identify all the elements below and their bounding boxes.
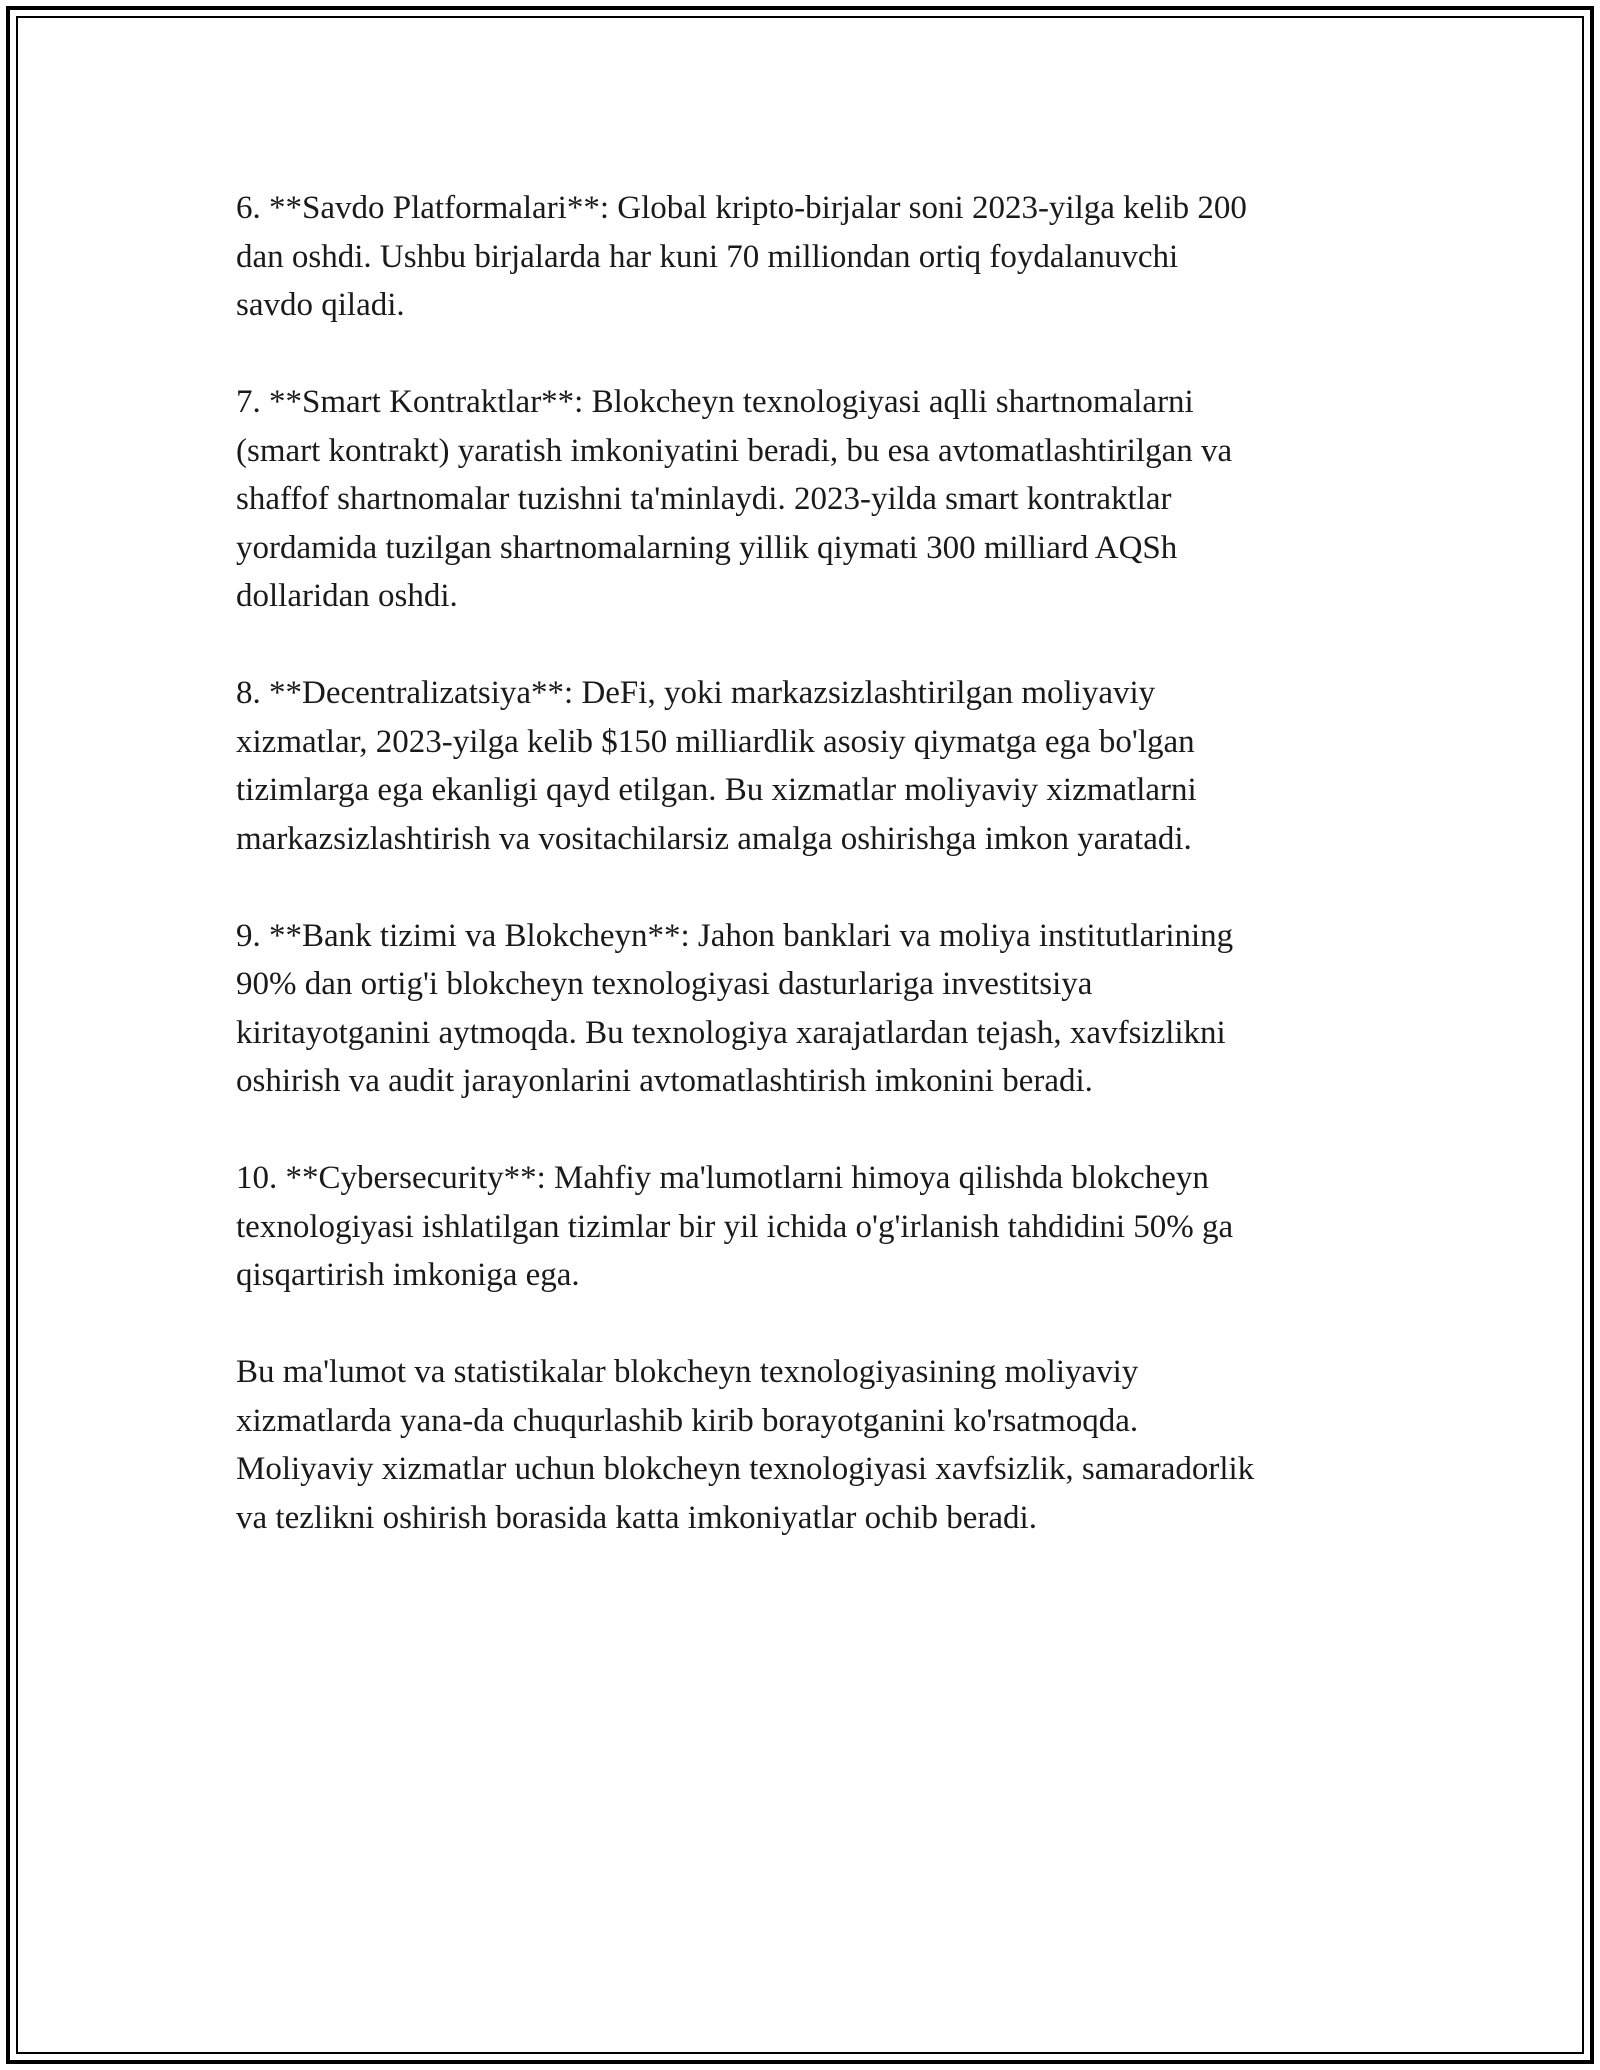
paragraph-conclusion: Bu ma'lumot va statistikalar blokcheyn texnologiyasining moliyaviy xizmatlarda yana-da chuqurlashib kirib borayotganini ko'rsatmoqda. Moliyaviy xizmatlar uchun blokcheyn texnologiyasi xavfsizlik, samaradorlik va tezlikni oshirish borasida katta imkoniyatlar ochib beradi.: [236, 1354, 1255, 1536]
paragraph-savdo-platformalari: 6. **Savdo Platformalari**: Global kripto-birjalar soni 2023-yilga kelib 200 dan oshdi. Ushbu birjalarda har kuni 70 milliondan ortiq foydalanuvchi savdo qiladi.: [236, 190, 1247, 323]
paragraph-smart-kontraktlar: 7. **Smart Kontraktlar**: Blokcheyn texnologiyasi aqlli shartnomalarni (smart kontrakt) yaratish imkoniyatini beradi, bu esa avtomatlashtirilgan va shaffof shartnomalar tuzishni ta'minlaydi. 2023-yilda smart kontraktlar yordamida tuzilgan shartnomalarning yillik qiymati 300 milliard AQSh dollaridan oshdi.: [236, 384, 1233, 614]
paragraph-cybersecurity: 10. **Cybersecurity**: Mahfiy ma'lumotlarni himoya qilishda blokcheyn texnologiyasi ishlatilgan tizimlar bir yil ichida o'g'irlanish tahdidini 50% ga qisqartirish imkoniga ega.: [236, 1160, 1234, 1293]
paragraph-bank-tizimi: 9. **Bank tizimi va Blokcheyn**: Jahon banklari va moliya institutlarining 90% dan ortig'i blokcheyn texnologiyasi dasturlariga investitsiya kiritayotganini aytmoqda. Bu texnologiya xarajatlardan tejash, xavfsizlikni oshirish va audit jarayonlarini avtomatlashtirish imkonini beradi.: [236, 917, 1234, 1099]
document-body: [236, 184, 1376, 1591]
paragraph-decentralizatsiya: 8. **Decentralizatsiya**: DeFi, yoki markazsizlashtirilgan moliyaviy xizmatlar, 2023-yilga kelib $150 milliardlik asosiy qiymatga ega bo'lgan tizimlarga ega ekanligi qayd etilgan. Bu xizmatlar moliyaviy xizmatlarni markazsizlashtirish va vositachilarsiz amalga oshirishga imkon yaratadi.: [236, 675, 1197, 857]
